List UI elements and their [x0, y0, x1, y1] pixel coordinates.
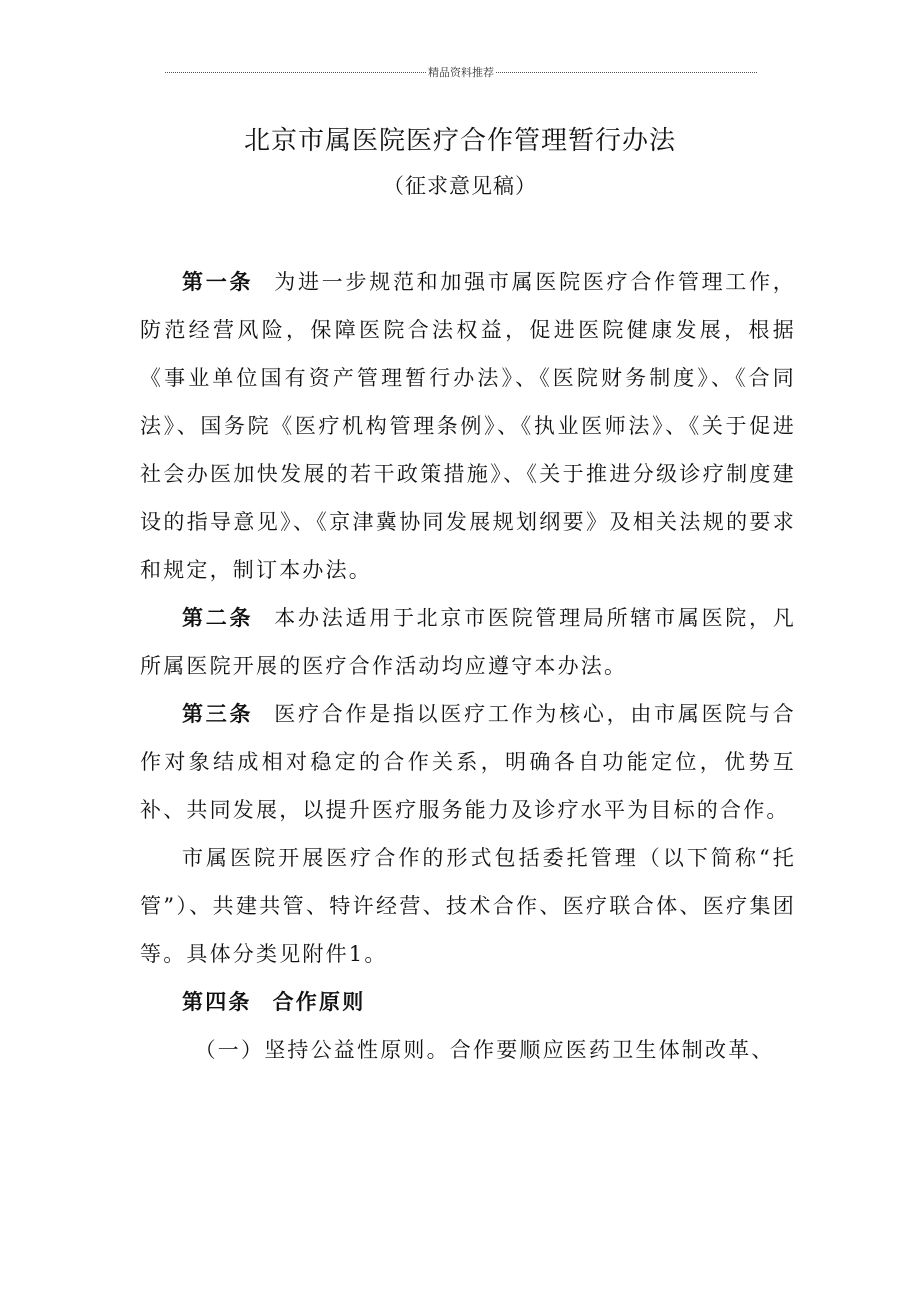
- article-3-number: 第三条: [182, 701, 254, 726]
- header-dotted-line-left: [165, 72, 426, 73]
- article-4: [140, 978, 796, 1026]
- article-4-number: 第四条: [182, 989, 252, 1014]
- article-2: [140, 594, 796, 690]
- header-dotted-line-right: [496, 72, 757, 73]
- document-body: [140, 258, 796, 1074]
- article-1: [140, 258, 796, 594]
- document-title: 北京市属医院医疗合作管理暂行办法: [243, 126, 676, 156]
- article-1-text: 为进一步规范和加强市属医院医疗合作管理工作，防范经营风险，保障医院合法权益，促进医院健康发展，根据《事业单位国有资产管理暂行办法》、《医院财务制度》、《合同法》、国务院《医疗机构管理条例》、《执业医师法》、《关于促进社会办医加快发展的若干政策措施》、《关于推进分级诊疗制度建设的指导意见》、《京津冀协同发展规划纲要》及相关法规的要求和规定，制订本办法。: [140, 270, 796, 582]
- article-4-heading: 合作原则: [272, 989, 366, 1014]
- article-1-number: 第一条: [182, 269, 254, 294]
- paragraph-cooperation-forms: 市属医院开展医疗合作的形式包括委托管理（以下简称“托管”）、共建共管、特许经营、技术合作、医疗联合体、医疗集团等。具体分类见附件1。: [140, 846, 796, 966]
- article-2-number: 第二条: [182, 605, 254, 630]
- article-2-text: 本办法适用于北京市医院管理局所辖市属医院，凡所属医院开展的医疗合作活动均应遵守本办法。: [140, 606, 796, 678]
- header-label: 精品资料推荐: [428, 66, 494, 79]
- document-subtitle: （征求意见稿）: [383, 174, 537, 198]
- page-header: [165, 64, 757, 80]
- principle-1: （一）坚持公益性原则。合作要顺应医药卫生体制改革、: [194, 1038, 775, 1062]
- article-3-text: 医疗合作是指以医疗工作为核心，由市属医院与合作对象结成相对稳定的合作关系，明确各自功能定位，优势互补、共同发展，以提升医疗服务能力及诊疗水平为目标的合作。: [140, 702, 796, 822]
- article-3: [140, 690, 796, 834]
